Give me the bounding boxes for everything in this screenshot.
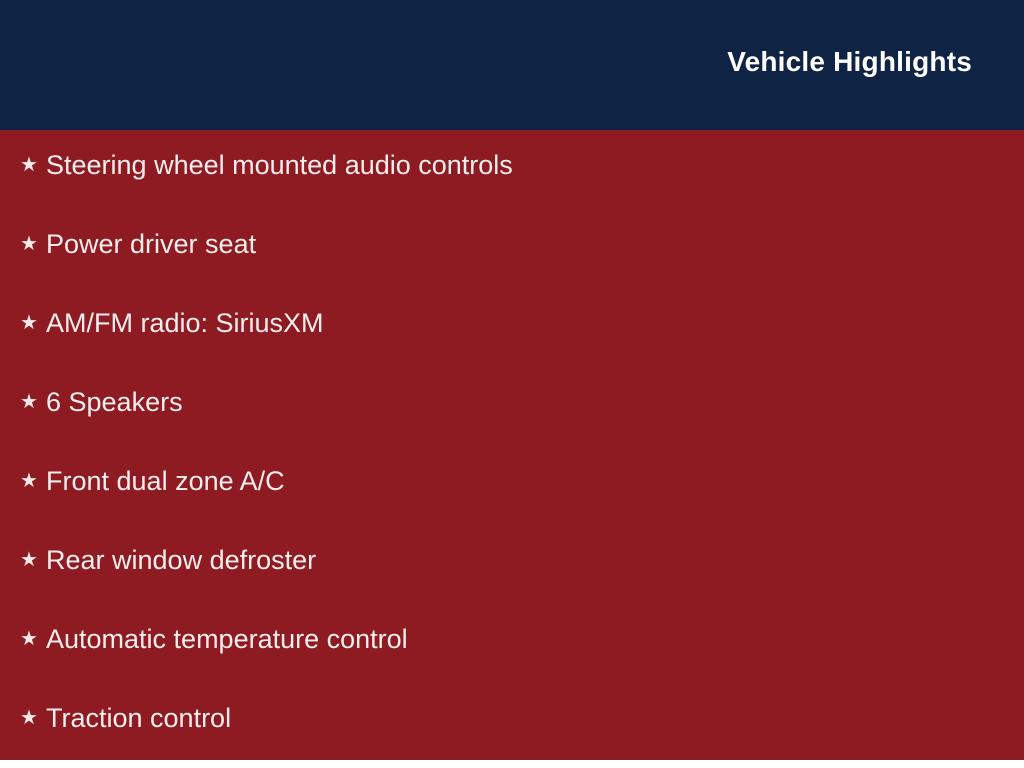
list-item xyxy=(0,306,1024,385)
list-item xyxy=(0,464,1024,543)
star-bullet-icon: ★ xyxy=(20,549,38,571)
star-bullet-icon: ★ xyxy=(20,470,38,492)
star-bullet-icon: ★ xyxy=(20,628,38,650)
star-bullet-icon: ★ xyxy=(20,154,38,176)
list-item xyxy=(0,385,1024,464)
page-title: Vehicle Highlights xyxy=(727,46,972,77)
list-item-label: AM/FM radio: SiriusXM xyxy=(46,308,324,338)
list-item-label: Traction control xyxy=(46,703,232,733)
star-bullet-icon: ★ xyxy=(20,391,38,413)
star-bullet-icon: ★ xyxy=(20,233,38,255)
footer-strip xyxy=(0,760,1024,768)
vehicle-highlights-list xyxy=(0,148,1024,768)
star-bullet-icon: ★ xyxy=(20,707,38,729)
header-band xyxy=(0,0,1024,130)
list-item-label: Power driver seat xyxy=(46,229,257,259)
list-item xyxy=(0,148,1024,227)
list-item xyxy=(0,701,1024,768)
list-item xyxy=(0,543,1024,622)
list-item-label: Steering wheel mounted audio controls xyxy=(46,150,513,180)
list-item-label: 6 Speakers xyxy=(46,387,183,417)
list-item-label: Automatic temperature control xyxy=(46,624,408,654)
star-bullet-icon: ★ xyxy=(20,312,38,334)
list-item-label: Rear window defroster xyxy=(46,545,317,575)
list-item xyxy=(0,227,1024,306)
list-item xyxy=(0,622,1024,701)
list-item-label: Front dual zone A/C xyxy=(46,466,285,496)
